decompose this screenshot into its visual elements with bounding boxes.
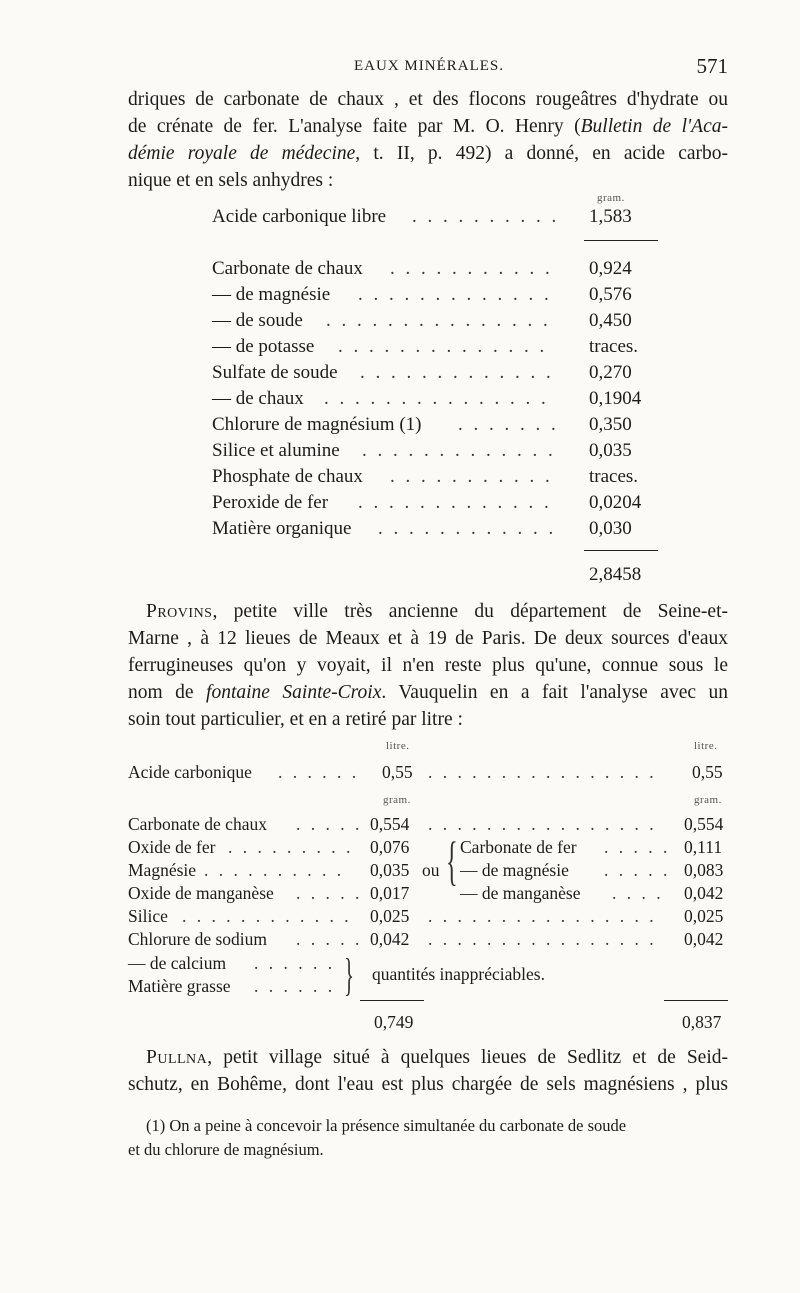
row-value: 0,576 — [589, 284, 632, 305]
row-label: Chlorure de magnésium (1) — [212, 414, 422, 435]
leader-dots: . . . . . . . . . . . . . . — [338, 336, 548, 357]
leader-dots: . . . . . . . . . . — [204, 860, 345, 880]
row-value: 0,450 — [589, 310, 632, 331]
total-value: 0,749 — [374, 1012, 414, 1032]
table-row — [212, 388, 658, 413]
provins-paragraph — [128, 598, 728, 733]
footnote-line: (1) On a peine à concevoir la présence simultanée du carbonate de soude — [146, 1116, 627, 1135]
row-value: 0,270 — [589, 362, 632, 383]
table-row — [212, 206, 658, 231]
journal-title: démie royale de médecine — [128, 143, 356, 164]
row-label: Silice — [128, 906, 168, 926]
text-line: de crénate de fer. L'analyse faite par M. O. Henry (Bulletin de l'Aca- — [128, 116, 728, 137]
row-label: Matière organique — [212, 518, 352, 539]
row-value: traces. — [589, 336, 639, 357]
row-label: Oxide de fer — [128, 837, 216, 857]
text-line: nom de fontaine Sainte-Croix. Vauquelin en a fait l'analyse avec un — [128, 682, 728, 703]
row-value: 0,017 — [370, 883, 410, 903]
row-value: 0,554 — [370, 814, 410, 834]
intro-paragraph — [128, 86, 728, 194]
leader-dots: . . . . . . . . . . — [412, 206, 560, 227]
row-value: traces. — [589, 466, 639, 487]
text-line: Marne , à 12 lieues de Meaux et à 19 de Paris. De deux sources d'eaux — [128, 628, 728, 649]
row-value: 0,025 — [370, 906, 410, 926]
table-row — [212, 258, 658, 283]
leader-dots: . . . . . . — [278, 762, 360, 782]
leader-dots: . . . . . . . . . — [228, 837, 354, 857]
text-line: ferrugineuses qu'on y voyait, il n'en reste plus qu'une, connue sous le — [128, 655, 728, 676]
footnote-line: et du chlorure de magnésium. — [128, 1140, 324, 1159]
table-row — [212, 492, 658, 517]
row-value: 1,583 — [589, 206, 632, 227]
row-label: Silice et alumine — [212, 440, 340, 461]
table-row — [212, 518, 658, 543]
row-label: — de soude — [212, 310, 303, 331]
row-label: Chlorure de sodium — [128, 929, 268, 949]
row-label: — de calcium — [128, 953, 227, 973]
text-line: démie royale de médecine, t. II, p. 492) a donné, en acide carbo- — [128, 143, 728, 164]
page-number: 571 — [696, 54, 728, 78]
leader-dots: . . . . . — [604, 837, 671, 857]
leader-dots: . . . . . . — [254, 976, 336, 996]
alt-compound: — de manganèse — [460, 883, 581, 903]
row-label: Acide carbonique — [128, 762, 252, 782]
text-line: Pullna, petit village situé à quelques lieues de Sedlitz et de Seid- — [146, 1047, 728, 1068]
pullna-paragraph — [128, 1044, 728, 1098]
rule — [584, 550, 658, 551]
row-value: 0,083 — [684, 860, 724, 880]
row-value: 0,111 — [684, 837, 723, 857]
row-value: 0,035 — [589, 440, 632, 461]
place-name: Pullna — [146, 1047, 208, 1068]
text-line: nique et en sels anhydres : — [128, 170, 334, 191]
table-row — [212, 414, 658, 439]
row-value: 0,042 — [684, 883, 724, 903]
ou-connector: ou — [422, 860, 440, 880]
fountain-name: fontaine Sainte-Croix — [206, 682, 382, 703]
running-title: EAUX MINÉRALES. — [354, 58, 504, 74]
row-label: — de potasse — [212, 336, 315, 357]
leader-dots: . . . . . . . . . . . . . . . — [326, 310, 551, 331]
row-label: Carbonate de chaux — [212, 258, 363, 279]
leader-dots: . . . . . — [296, 929, 363, 949]
row-value: 0,025 — [684, 906, 724, 926]
text-line: driques de carbonate de chaux , et des flocons rougeâtres d'hydrate ou — [128, 89, 728, 110]
row-label: Magnésie — [128, 860, 197, 880]
row-value: 0,042 — [684, 929, 724, 949]
leader-dots: . . . . . . . . . . . . . . . . — [428, 814, 657, 834]
row-value: 0,55 — [692, 762, 723, 782]
table-row — [212, 284, 658, 309]
unit-label: litre. — [694, 740, 718, 752]
table-row — [212, 440, 658, 465]
row-value: 0,035 — [370, 860, 410, 880]
leader-dots: . . . . . . . . . . . . . — [362, 440, 556, 461]
total-value: 2,8458 — [589, 564, 642, 585]
row-label: — de chaux — [212, 388, 304, 409]
row-value: 0,350 — [589, 414, 632, 435]
leader-dots: . . . . . — [296, 883, 363, 903]
leader-dots: . . . . — [612, 883, 664, 903]
leader-dots: . . . . . — [604, 860, 671, 880]
row-value: 0,076 — [370, 837, 410, 857]
right-brace: } — [344, 949, 354, 1000]
leader-dots: . . . . . . . . . . . . . . . . — [428, 929, 657, 949]
place-name: Provins — [146, 601, 213, 622]
text-line: Provins, petite ville très ancienne du département de Seine-et- — [146, 601, 728, 622]
rule — [584, 240, 658, 241]
rule — [360, 1000, 424, 1001]
unit-label: gram. — [597, 192, 625, 204]
row-label: Carbonate de chaux — [128, 814, 267, 834]
row-label: Sulfate de soude — [212, 362, 338, 383]
table-row — [212, 336, 658, 361]
table-row — [212, 310, 658, 335]
leader-dots: . . . . . . . . . . . . — [378, 518, 557, 539]
row-value: 0,0204 — [589, 492, 642, 513]
total-value: 0,837 — [682, 1012, 722, 1032]
row-label: — de magnésie — [212, 284, 331, 305]
row-value: 0,924 — [589, 258, 632, 279]
text-line: schutz, en Bohême, dont l'eau est plus chargée de sels magnésiens , plus — [128, 1074, 728, 1095]
table-row — [212, 466, 658, 491]
leader-dots: . . . . . . . . . . . . . . . . — [428, 762, 657, 782]
row-value: 0,1904 — [589, 388, 642, 409]
text-line: soin tout particulier, et en a retiré par litre : — [128, 709, 463, 730]
running-header — [128, 54, 728, 82]
leader-dots: . . . . . . . . . . . . . — [360, 362, 554, 383]
row-label: Matière grasse — [128, 976, 231, 996]
leader-dots: . . . . . — [296, 814, 363, 834]
row-label: Phosphate de chaux — [212, 466, 363, 487]
row-value: 0,55 — [382, 762, 413, 782]
alt-compound: Carbonate de fer — [460, 837, 577, 857]
footnote — [128, 1114, 728, 1162]
leader-dots: . . . . . . . . . . . . — [182, 906, 352, 926]
journal-title: Bulletin de l'Aca- — [580, 116, 728, 137]
leader-dots: . . . . . . . . . . . . . — [358, 284, 552, 305]
row-value: 0,554 — [684, 814, 724, 834]
alt-compound: — de magnésie — [460, 860, 569, 880]
extra-note: quantités inappréciables. — [372, 964, 545, 984]
leader-dots: . . . . . . . . . . . . . . . — [324, 388, 549, 409]
row-value: 0,030 — [589, 518, 632, 539]
left-brace: { — [446, 831, 458, 891]
unit-label: litre. — [386, 740, 410, 752]
leader-dots: . . . . . . . . . . . — [390, 258, 553, 279]
table-total-row — [212, 564, 658, 589]
row-label: Acide carbonique libre — [212, 206, 387, 227]
leader-dots: . . . . . . . . . . . — [390, 466, 553, 487]
leader-dots: . . . . . . — [254, 953, 336, 973]
table-row — [212, 362, 658, 387]
row-label: Peroxide de fer — [212, 492, 329, 513]
rule — [664, 1000, 728, 1001]
unit-label: gram. — [383, 794, 411, 806]
row-label: Oxide de manganèse — [128, 883, 274, 903]
leader-dots: . . . . . . . . . . . . . . . . — [428, 906, 657, 926]
leader-dots: . . . . . . . . . . . . . — [358, 492, 552, 513]
leader-dots: . . . . . . . — [458, 414, 559, 435]
unit-label: gram. — [694, 794, 722, 806]
row-value: 0,042 — [370, 929, 410, 949]
